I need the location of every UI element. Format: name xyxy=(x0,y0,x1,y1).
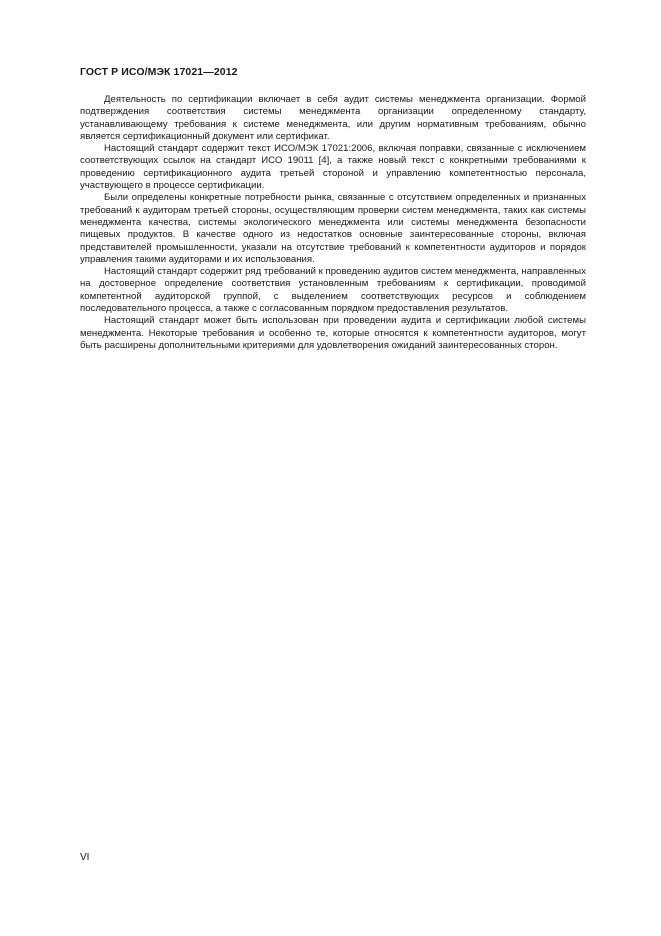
paragraph: Были определены конкретные потребности рынка, связанные с отсутствием определенных и признанных требований к аудиторам третьей стороны, осуществляющим проверки систем менеджмента, таких как системы менеджмента качества, системы экологического менеджмента или системы менеджмента безопасности пищевых продуктов. В качестве одного из недостатков основные заинтересованные стороны, включая представителей промышленности, указали на отсутствие требований к компетентности аудиторов и порядок управления такими аудиторами и их использования. xyxy=(80,192,586,265)
paragraph: Настоящий стандарт может быть использован при проведении аудита и сертификации любой системы менеджмента. Некоторые требования и особенно те, которые относятся к компетентности аудиторов, могут быть расширены дополнительными критериями для удовлетворения ожиданий заинтересованных сторон. xyxy=(80,315,586,351)
document-body xyxy=(80,94,586,352)
paragraph: Настоящий стандарт содержит текст ИСО/МЭК 17021:2006, включая поправки, связанные с исключением соответствующих ссылок на стандарт ИСО 19011 [4], а также новый текст с конкретными требованиями к проведению сертификационного аудита третьей стороной и управлению компетентностью персонала, участвующего в процессе сертификации. xyxy=(80,143,586,192)
document-header: ГОСТ Р ИСО/МЭК 17021—2012 xyxy=(80,66,238,78)
paragraph: Деятельность по сертификации включает в себя аудит системы менеджмента организации. Формой подтверждения соответствия системы менеджмента организации определенному стандарту, устанавливающему требования к системе менеджмента, или другим нормативным требованиям, обычно является сертификационный документ или сертификат. xyxy=(80,94,586,142)
paragraph: Настоящий стандарт содержит ряд требований к проведению аудитов систем менеджмента, направленных на достоверное определение соответствия установленным требованиям к сертификации, проводимой компетентной аудиторской группой, с выделением соответствующих ресурсов и соблюдением последовательного процесса, а также с согласованным порядком предоставления результатов. xyxy=(80,266,586,315)
page-number: VI xyxy=(80,852,90,863)
